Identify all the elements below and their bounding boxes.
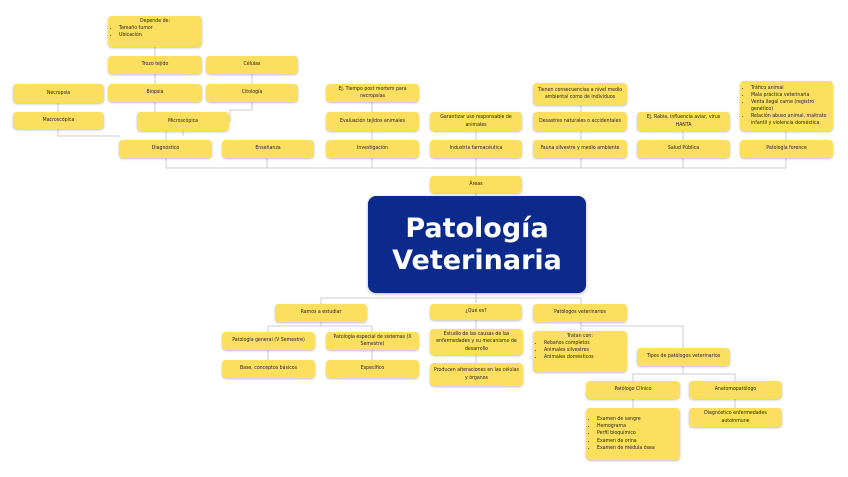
tratan-title: Tratan con: — [567, 333, 593, 339]
node-estudio-causas[interactable]: Estudio de las causas de las enfermedades y su mecanismo de desarrollo — [430, 329, 523, 355]
node-areas[interactable]: Áreas — [430, 176, 522, 193]
node-biopsia[interactable]: Biopsia — [108, 84, 202, 102]
node-ramos-a-estudiar[interactable]: Ramos a estudiar — [275, 304, 367, 322]
list-item: • Examen de orina — [597, 438, 655, 445]
node-ej-rabia[interactable]: Ej. Rabia, influencia aviar, virus HANTA — [637, 112, 730, 131]
node-diagnostico[interactable]: Diagnóstico — [119, 140, 212, 158]
node-consecuencias[interactable]: Tienen consecuencias a nivel medio ambiental como de individuos — [533, 83, 627, 105]
list-item: • Hemograma — [597, 423, 655, 430]
node-necropsia[interactable]: Necropsia — [13, 84, 104, 103]
list-item: • Examen de médula ósea — [597, 445, 655, 452]
node-tipos-patologos[interactable]: Tipos de patólogos veterinarios — [637, 348, 730, 366]
node-patologia-general[interactable]: Patología general (V Semestre) — [222, 332, 315, 350]
node-patologia-especial[interactable]: Patología especial de sistemas (X Semestre) — [326, 332, 419, 350]
node-anatomopatologo[interactable]: Anatomopatólogo — [689, 381, 782, 399]
list-item: • Perfil bioquímico — [597, 430, 655, 437]
node-patologos-veterinarios[interactable]: Patólogos veterinarios — [533, 304, 627, 322]
node-investigacion[interactable]: Investigación — [326, 140, 419, 158]
node-industria-farmaceutica[interactable]: Industria farmacéutica — [430, 140, 522, 158]
node-salud-publica[interactable]: Salud Pública — [637, 140, 730, 158]
list-item: • Tráfico animal — [751, 85, 829, 92]
list-item: • Rebaños completos — [544, 340, 594, 347]
node-celulas[interactable]: Células — [206, 56, 298, 74]
central-title-line2: Veterinaria — [392, 244, 562, 276]
node-especifico[interactable]: Específico — [326, 360, 419, 378]
list-item: • Mala práctica veterinaria — [751, 92, 829, 99]
list-item: • Examen de sangre — [597, 416, 655, 423]
node-patologia-forence[interactable]: Patología forence — [740, 140, 833, 158]
forense-list — [744, 85, 829, 127]
clinico-list — [590, 416, 655, 451]
node-ensenanza[interactable]: Enseñanza — [222, 140, 314, 158]
node-microscopica[interactable]: Microscópica — [137, 112, 229, 131]
node-base-conceptos[interactable]: Base, conceptos básicos — [222, 360, 315, 378]
central-title-line1: Patología — [405, 213, 549, 245]
tratan-list — [537, 340, 594, 361]
depende-list — [112, 25, 153, 39]
list-item: • Venta ilegal carne (registro genético) — [751, 99, 829, 113]
node-fauna-silvestre[interactable]: Fauna silvestre y medio ambiente — [533, 140, 627, 158]
node-clinico-list[interactable] — [586, 408, 680, 460]
central-title — [368, 196, 586, 293]
node-producen-alteraciones[interactable]: Producen alteraciones en las células y órganos — [430, 363, 523, 386]
list-item: • Animales domésticos — [544, 354, 594, 361]
node-diagnostico-autoinmune[interactable]: Diagnóstico enfermedades autoinmune — [689, 408, 782, 427]
node-forense-list[interactable] — [740, 81, 833, 131]
node-citologia[interactable]: Citología — [206, 84, 298, 102]
node-depende-de[interactable] — [108, 16, 202, 47]
list-item: • Ubicación — [119, 32, 153, 39]
node-macroscopica[interactable]: Macroscópica — [13, 112, 104, 129]
node-trozo-tejido[interactable]: Trozo tejido — [108, 56, 202, 74]
depende-title: Depende de: — [140, 18, 170, 24]
node-que-es[interactable]: ¿Qué es? — [430, 304, 522, 320]
node-patologo-clinico[interactable]: Patólogo Clínico — [586, 381, 680, 399]
node-desastres[interactable]: Desastres naturales o accidentales — [533, 112, 627, 131]
node-ej-tiempo[interactable]: Ej. Tiempo post mortem para necropsias — [326, 84, 419, 102]
list-item: • Tamaño tumor — [119, 25, 153, 32]
node-evaluacion-tejidos[interactable]: Evaluación tejidos animales — [326, 112, 419, 131]
node-tratan-con[interactable] — [533, 331, 627, 372]
list-item: • Relación abuso animal, maltrato infantil y violencia doméstica — [751, 113, 829, 127]
node-garantizar[interactable]: Garantizar uso responsable de animales — [430, 112, 522, 131]
list-item: • Animales silvestres — [544, 347, 594, 354]
